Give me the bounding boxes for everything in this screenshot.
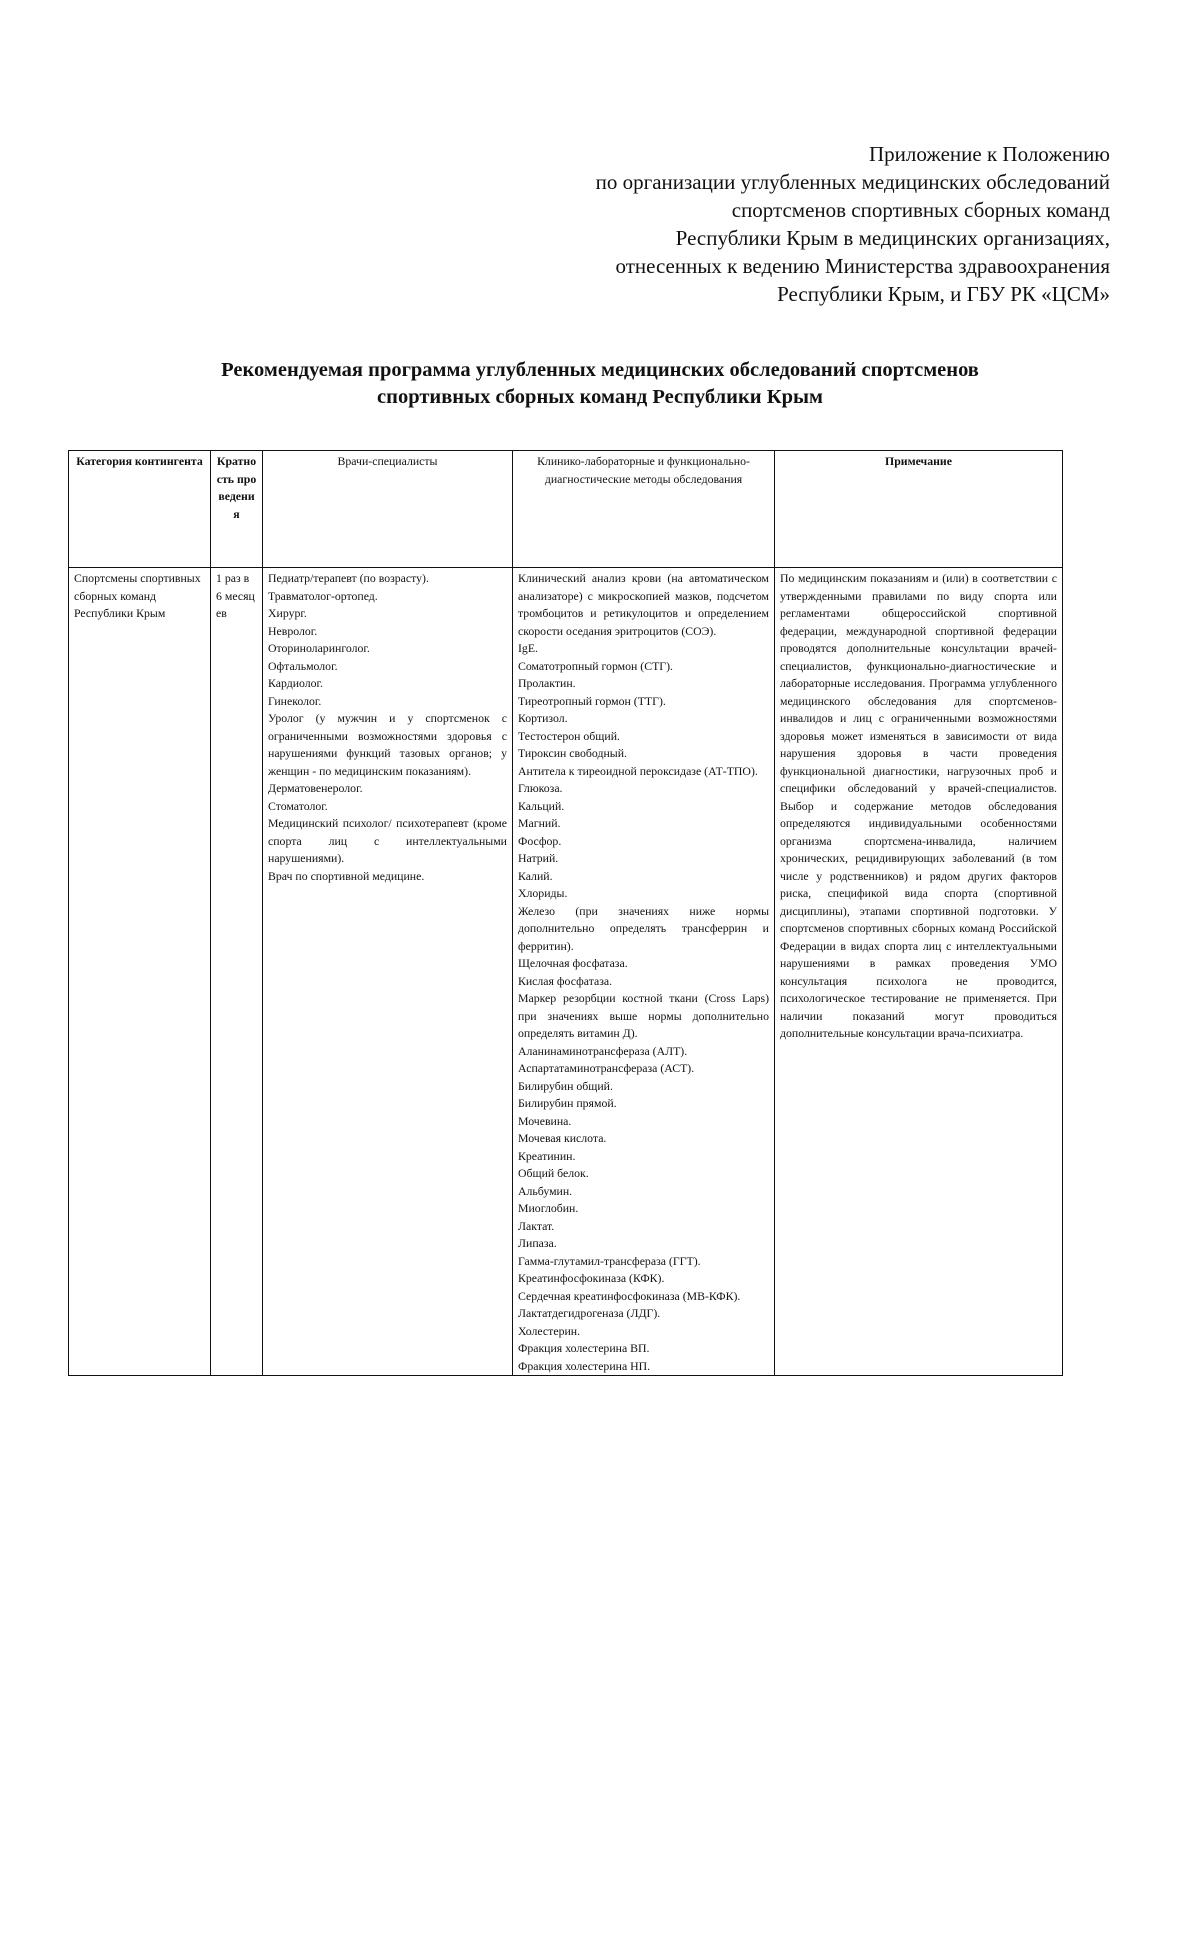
- header-doctors: Врачи-специалисты: [263, 451, 513, 568]
- method-item: Фракция холестерина ВП.: [518, 1341, 650, 1355]
- cell-methods: [513, 568, 775, 1376]
- method-item: Кальций.: [518, 798, 565, 813]
- method-item: Альбумин.: [518, 1183, 573, 1198]
- method-item: Мочевина.: [518, 1113, 572, 1128]
- method-item: Глюкоза.: [518, 781, 563, 795]
- table-row: [69, 568, 1063, 1376]
- header-frequency: Кратность проведения: [211, 451, 263, 568]
- doctor-item: Невролог.: [268, 623, 318, 638]
- method-item: Липаза.: [518, 1236, 557, 1250]
- method-item: Маркер резорбции костной ткани (Cross Laps) при значениях выше нормы дополнительно определять витамин Д).: [518, 991, 769, 1040]
- table-header-row: [69, 451, 1063, 568]
- cell-note: По медицинским показаниям и (или) в соответствии с утвержденными правилами по виду спорта или регламентами общероссийской спортивной федерации, международной спортивной федерации проводятся дополнительные консультации врачей-специалистов, функционально-диагностические и лабораторные исследования. Программа углубленного медицинского обследования для спортсменов-инвалидов и лиц с ограниченными возможностями здоровья может изменяться в зависимости от вида нарушения здоровья в части проведения функциональной диагностики, нагрузочных проб и специфики обследований у врачей-специалистов. Выбор и содержание методов обследования определяются индивидуальными особенностями организма спортсмена-инвалида, наличием хронических, рецидивирующих заболеваний (в том числе у родственников) и рядом других факторов риска, спецификой вида спорта (спортивной дисциплины), этапами спортивной подготовки. У спортсменов спортивных сборных команд Российской Федерации в видах спорта лиц с интеллектуальными нарушениями в рамках проведения УМО консультация психолога не проводится, психологическое тестирование не применяется. При наличии показаний могут проводиться дополнительные консультации врача-психиатра.: [775, 568, 1063, 1376]
- method-item: Лактатдегидрогеназа (ЛДГ).: [518, 1306, 661, 1320]
- doctor-item: Оториноларинголог.: [268, 641, 370, 655]
- method-item: Соматотропный гормон (СТГ).: [518, 658, 674, 673]
- document-title-line: Рекомендуемая программа углубленных медицинских обследований спортсменов: [221, 359, 979, 381]
- method-item: Натрий.: [518, 851, 559, 865]
- method-item: Тестостерон общий.: [518, 728, 620, 743]
- method-item: Щелочная фосфатаза.: [518, 956, 628, 970]
- method-item: Фосфор.: [518, 833, 562, 848]
- method-item: Миоглобин.: [518, 1201, 579, 1215]
- doctor-item: Травматолог-ортопед.: [268, 588, 378, 603]
- method-item: Пролактин.: [518, 676, 576, 690]
- method-item: Магний.: [518, 816, 561, 830]
- header-methods: Клинико-лабораторные и функционально-диагностические методы обследования: [513, 451, 775, 568]
- method-item: Тиреотропный гормон (ТТГ).: [518, 693, 666, 708]
- program-table: [68, 450, 1063, 1376]
- appendix-header-line: Приложение к Положению: [869, 142, 1110, 166]
- document-title: [100, 357, 1100, 411]
- method-item: Холестерин.: [518, 1323, 581, 1338]
- method-item: Железо (при значениях ниже нормы дополнительно определять трансферрин и ферритин).: [518, 903, 769, 953]
- doctor-item: Педиатр/терапевт (по возрасту).: [268, 571, 429, 585]
- doctor-item: Стоматолог.: [268, 798, 328, 813]
- header-note: Примечание: [775, 451, 1063, 568]
- method-item: Билирубин общий.: [518, 1078, 613, 1093]
- doctor-item: Офтальмолог.: [268, 658, 338, 673]
- doctor-item: Гинеколог.: [268, 693, 322, 708]
- method-item: Кортизол.: [518, 711, 568, 725]
- cell-frequency: 1 раз в 6 месяцев: [211, 568, 263, 1376]
- cell-category: Спортсмены спортивных сборных команд Республики Крым: [69, 568, 211, 1376]
- header-category: Категория контингента: [69, 451, 211, 568]
- method-item: Антитела к тиреоидной пероксидазе (АТ-ТПО).: [518, 763, 758, 778]
- method-item: Сердечная креатинфосфокиназа (МВ-КФК).: [518, 1288, 741, 1303]
- appendix-header-line: отнесенных к ведению Министерства здравоохранения: [615, 254, 1110, 278]
- doctor-item: Кардиолог.: [268, 676, 323, 690]
- appendix-header-line: Республики Крым, и ГБУ РК «ЦСМ»: [777, 282, 1110, 306]
- method-item: IgE.: [518, 641, 538, 655]
- method-item: Гамма-глутамил-трансфераза (ГГТ).: [518, 1253, 701, 1268]
- method-item: Фракция холестерина НП.: [518, 1358, 651, 1373]
- appendix-header-line: спортсменов спортивных сборных команд: [731, 198, 1110, 222]
- method-item: Билирубин прямой.: [518, 1096, 617, 1110]
- doctor-item: Врач по спортивной медицине.: [268, 868, 425, 883]
- method-item: Кислая фосфатаза.: [518, 973, 613, 988]
- cell-doctors: [263, 568, 513, 1376]
- doctor-item: Медицинский психолог/ психотерапевт (кроме спорта лиц с интеллектуальными нарушениями).: [268, 816, 507, 865]
- doctor-item: Дерматовенеролог.: [268, 781, 363, 795]
- method-item: Мочевая кислота.: [518, 1131, 607, 1145]
- appendix-header-line: Республики Крым в медицинских организациях,: [675, 226, 1110, 250]
- document-title-line: спортивных сборных команд Республики Крым: [377, 386, 823, 408]
- method-item: Тироксин свободный.: [518, 746, 627, 760]
- method-item: Лактат.: [518, 1218, 555, 1233]
- method-item: Аспартатаминотрансфераза (АСТ).: [518, 1061, 695, 1075]
- method-item: Аланинаминотрансфераза (АЛТ).: [518, 1043, 688, 1058]
- method-item: Клинический анализ крови (на автоматическом анализаторе) с микроскопией мазков, подсчетом тромбоцитов и ретикулоцитов и определением скорости оседания эритроцитов (СОЭ).: [518, 571, 769, 638]
- appendix-header: [480, 140, 1110, 308]
- doctor-item: Уролог (у мужчин и у спортсменок с ограниченными возможностями здоровья с нарушениями функций тазовых органов; у женщин - по медицинским показаниям).: [268, 711, 507, 778]
- method-item: Креатинин.: [518, 1148, 576, 1163]
- appendix-header-line: по организации углубленных медицинских обследований: [595, 170, 1110, 194]
- method-item: Общий белок.: [518, 1166, 589, 1180]
- method-item: Хлориды.: [518, 886, 568, 900]
- method-item: Креатинфосфокиназа (КФК).: [518, 1271, 665, 1285]
- doctor-item: Хирург.: [268, 606, 307, 620]
- method-item: Калий.: [518, 868, 553, 883]
